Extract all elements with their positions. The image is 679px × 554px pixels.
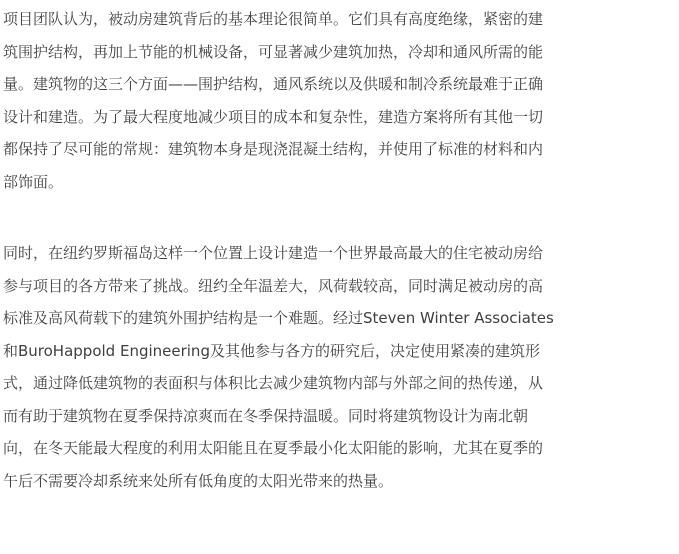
- text-line: 设计和建造。为了最大程度地减少项目的成本和复杂性，建造方案将所有其他一切: [3, 107, 544, 126]
- text-line: 标准及高风荷载下的建筑外围护结构是一个难题。经过Steven Winter Associates: [3, 309, 554, 327]
- text-line: 式，通过降低建筑物的表面积与体积比去减少建筑物内部与外部之间的热传递，从: [3, 374, 544, 392]
- text-line: 部饰面。: [3, 172, 64, 191]
- text-line: 向，在冬天能最大程度的利用太阳能且在夏季最小化太阳能的影响，尤其在夏季的: [3, 439, 544, 457]
- paragraph-roosevelt-island-challenges: [3, 237, 678, 497]
- text-line: 同时，在纽约罗斯福岛这样一个位置上设计建造一个世界最高最大的住宅被动房给: [3, 244, 544, 262]
- text-line: 项目团队认为，被动房建筑背后的基本理论很简单。它们具有高度绝缘，紧密的建: [3, 10, 544, 28]
- text-line: 量。建筑物的这三个方面——围护结构，通风系统以及供暖和制冷系统最难于正确: [3, 75, 544, 93]
- text-line: 都保持了尽可能的常规：建筑物本身是现浇混凝土结构，并使用了标准的材料和内: [3, 140, 544, 158]
- paragraph-passive-house-theory: [3, 3, 678, 198]
- text-line: 而有助于建筑物在夏季保持凉爽而在冬季保持温暖。同时将建筑物设计为南北朝: [3, 406, 529, 425]
- paragraph-spacer: [3, 198, 679, 237]
- text-line: 午后不需要冷却系统来处所有低角度的太阳光带来的热量。: [3, 471, 394, 490]
- text-line: 筑围护结构，再加上节能的机械设备，可显著减少建筑加热，冷却和通风所需的能: [3, 42, 544, 61]
- text-line: 参与项目的各方带来了挑战。纽约全年温差大，风荷载较高，同时满足被动房的高: [3, 276, 544, 295]
- text-line: 和BuroHappold Engineering及其他参与各方的研究后，决定使用紧凑的建筑形: [3, 341, 540, 360]
